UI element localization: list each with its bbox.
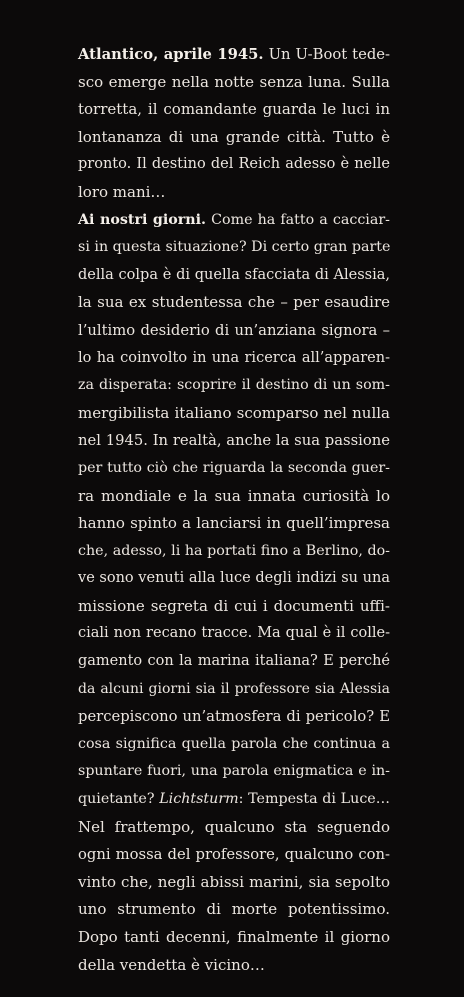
text-segment: pronto. Il destino del Reich adesso è nelle [78, 156, 390, 173]
text-segment: che, adesso, li ha portati fino a Berlino, do- [78, 542, 390, 559]
text-line [78, 924, 390, 952]
text-segment: della colpa è di quella sfacciata di Alessia, [78, 266, 390, 283]
text-segment: hanno spinto a lanciarsi in quell’impresa [78, 514, 390, 533]
paragraph [78, 41, 390, 207]
text-line [78, 841, 390, 869]
text-segment: : Tempesta di Luce… [238, 791, 390, 808]
text-line [78, 455, 390, 483]
text-segment: spuntare fuori, una parola enigmatica e in- [78, 763, 390, 780]
text-line [78, 69, 390, 97]
text-line [78, 317, 390, 345]
text-segment: quietante? [78, 791, 160, 808]
text-line [78, 289, 390, 317]
text-line [78, 427, 390, 455]
text-segment: percepiscono un’atmosfera di pericolo? E [78, 708, 390, 726]
text-segment: della vendetta è vicino… [78, 955, 265, 974]
text-segment: nel 1945. In realtà, anche la sua passione [78, 432, 390, 450]
text-line [78, 538, 390, 566]
text-line [78, 96, 390, 124]
text-line [78, 179, 390, 207]
text-segment: gamento con la marina italiana? E perché [78, 653, 390, 670]
italic-term: Lichtsturm [159, 791, 239, 808]
text-line [78, 151, 390, 179]
text-segment: da alcuni giorni sia il professore sia Alessia [78, 680, 390, 697]
text-segment: ciali non recano tracce. Ma qual è il colle- [78, 625, 390, 642]
text-segment: mergibilista italiano scomparso nel nulla [78, 403, 390, 422]
text-segment: torretta, il comandante guarda le luci in [78, 100, 390, 119]
text-segment: ra mondiale e la sua innata curiosità lo [78, 486, 390, 505]
text-line [78, 41, 390, 69]
blurb-text [78, 41, 390, 979]
text-segment: missione segreta di cui i documenti uffi- [78, 596, 390, 615]
text-line [78, 648, 390, 676]
text-line [78, 510, 390, 538]
text-line [78, 124, 390, 152]
text-line [78, 207, 390, 235]
text-segment: loro mani… [78, 182, 166, 201]
text-line [78, 676, 390, 704]
text-segment: vinto che, negli abissi marini, sia sepolto [78, 872, 390, 891]
text-segment: Dopo tanti decenni, finalmente il giorno [78, 928, 390, 946]
text-segment: lontananza di una grande città. Tutto è [78, 127, 390, 146]
text-line [78, 483, 390, 511]
text-segment: Nel frattempo, qualcuno sta seguendo [78, 817, 390, 836]
text-segment: Un U-Boot tede- [263, 46, 390, 63]
bold-lead-in: Atlantico, aprile 1945. [78, 46, 264, 63]
text-line [78, 620, 390, 648]
text-line [78, 758, 390, 786]
text-segment: la sua ex studentessa che – per esaudire [78, 293, 390, 312]
text-segment: za disperata: scoprire il destino di un som- [78, 377, 390, 394]
text-line [78, 345, 390, 373]
text-segment: per tutto ciò che riguarda la seconda guer- [78, 459, 390, 476]
text-segment: si in questa situazione? Di certo gran parte [78, 239, 391, 256]
text-line [78, 262, 390, 290]
text-segment: l’ultimo desiderio di un’anziana signora – [78, 321, 390, 339]
text-segment: uno strumento di morte potentissimo. [78, 900, 390, 919]
text-line [78, 400, 390, 428]
text-line [78, 952, 390, 980]
text-segment: ve sono venuti alla luce degli indizi su una [78, 570, 390, 587]
text-line [78, 731, 390, 759]
text-line [78, 703, 390, 731]
text-line [78, 869, 390, 897]
text-line [78, 593, 390, 621]
text-line [78, 234, 390, 262]
text-line [78, 372, 390, 400]
text-segment: sco emerge nella notte senza luna. Sulla [78, 72, 390, 91]
text-line [78, 814, 390, 842]
text-segment: ogni mossa del professore, qualcuno con- [78, 846, 390, 864]
text-segment: cosa significa quella parola che continua a [78, 735, 390, 752]
bold-lead-in: Ai nostri giorni. [78, 211, 207, 228]
paragraph [78, 207, 390, 980]
text-segment: lo ha coinvolto in una ricerca all’apparen- [78, 349, 390, 366]
text-line [78, 786, 390, 814]
text-line [78, 565, 390, 593]
text-line [78, 896, 390, 924]
text-segment: Come ha fatto a cacciar- [206, 211, 390, 228]
